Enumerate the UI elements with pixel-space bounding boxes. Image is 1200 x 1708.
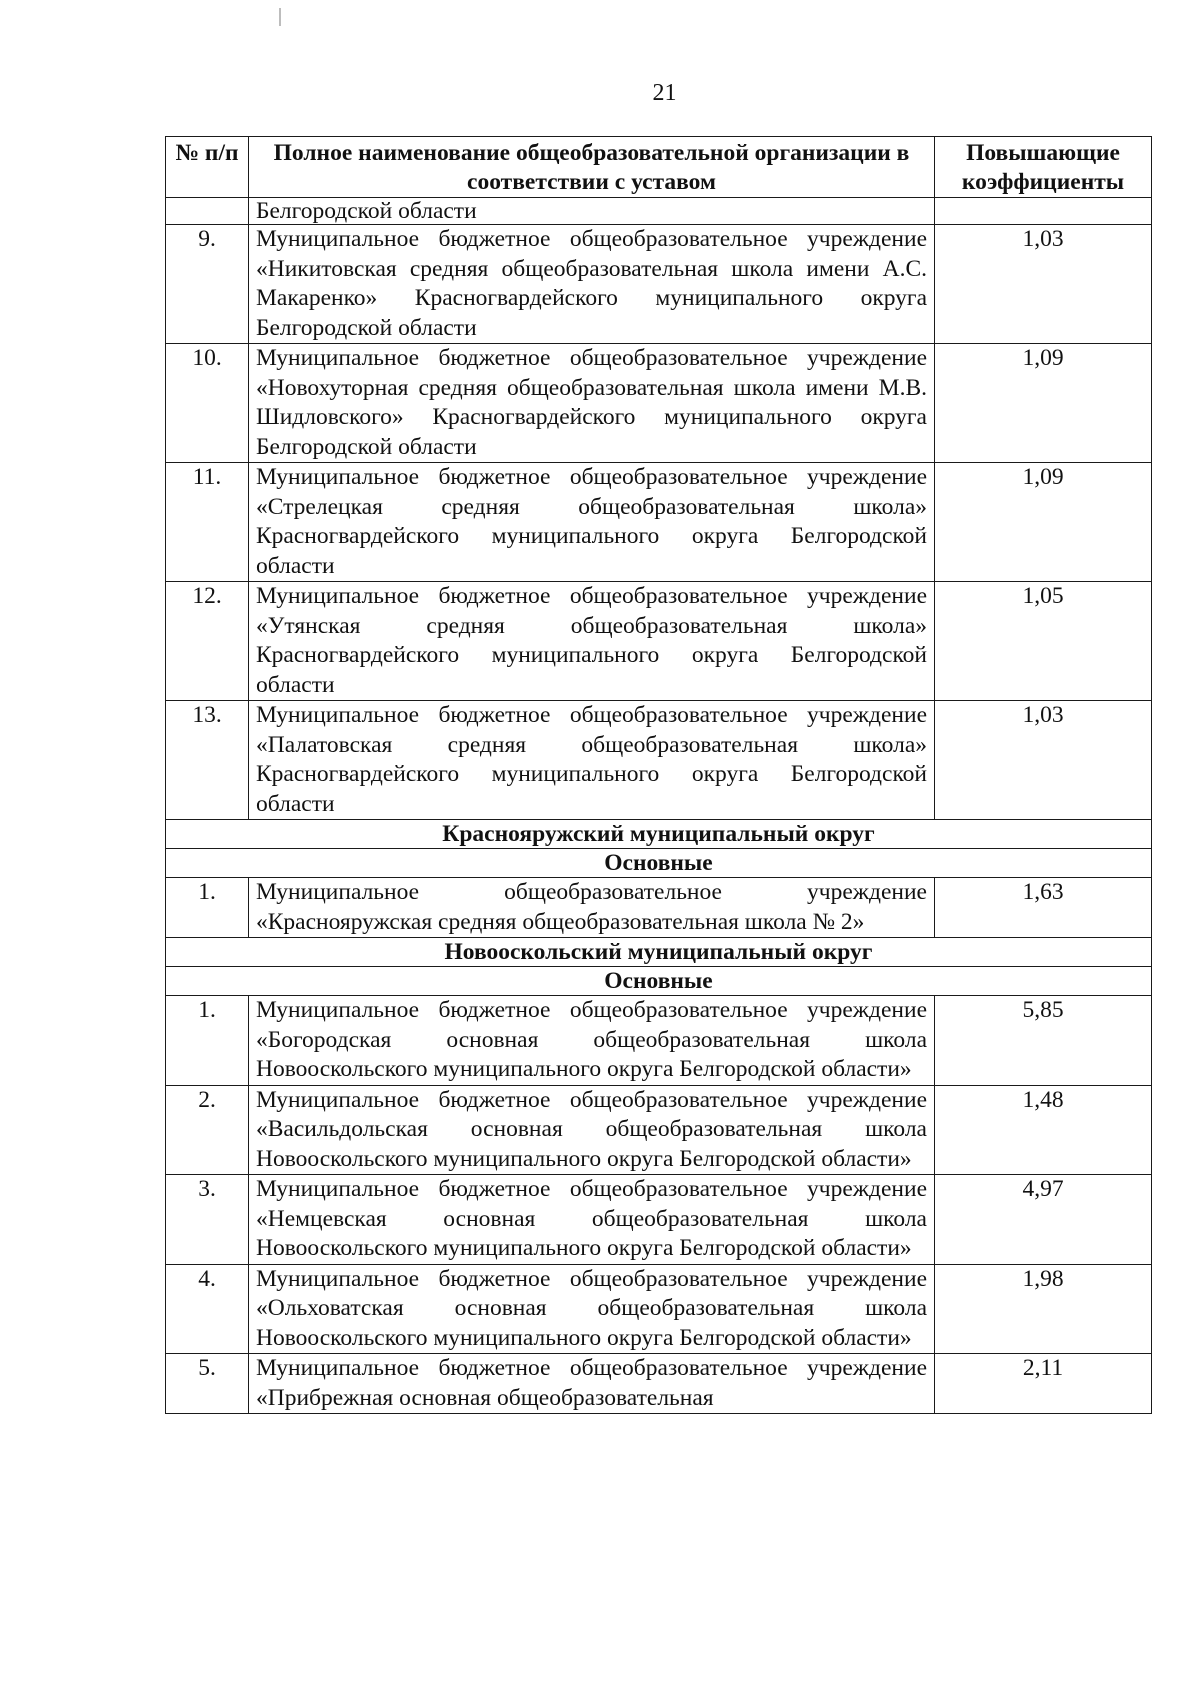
row-number: 9. bbox=[166, 225, 249, 344]
coefficient-value: 5,85 bbox=[935, 996, 1152, 1086]
page-number: 21 bbox=[652, 80, 677, 106]
table-row bbox=[166, 463, 1152, 582]
table-row bbox=[166, 878, 1152, 938]
section-heading: Новооскольский муниципальный округ bbox=[166, 938, 1152, 967]
table-body bbox=[166, 198, 1152, 1414]
coefficient-value: 1,03 bbox=[935, 225, 1152, 344]
table-row bbox=[166, 1264, 1152, 1354]
coefficient-value: 1,05 bbox=[935, 582, 1152, 701]
section-heading: Основные bbox=[166, 849, 1152, 878]
header-name: Полное наименование общеобразовательной организации в соответствии с уставом bbox=[249, 137, 935, 198]
coefficient-value: 1,63 bbox=[935, 878, 1152, 938]
coefficient-value: 1,09 bbox=[935, 463, 1152, 582]
row-number: 10. bbox=[166, 344, 249, 463]
section-row bbox=[166, 938, 1152, 967]
institution-name: Муниципальное общеобразовательное учреждение «Краснояружская средняя общеобразовательная школа № 2» bbox=[249, 878, 935, 938]
institution-name: Муниципальное бюджетное общеобразовательное учреждение «Утянская средняя общеобразовательная школа» Красногвардейского муниципального округа Белгородской области bbox=[249, 582, 935, 701]
coefficient-value: 1,48 bbox=[935, 1085, 1152, 1175]
continuation-num-cell bbox=[166, 198, 249, 225]
institution-name: Муниципальное бюджетное общеобразовательное учреждение «Никитовская средняя общеобразовательная школа имени А.С. Макаренко» Красногвардейского муниципального округа Белгородской области bbox=[249, 225, 935, 344]
institutions-table bbox=[165, 136, 1152, 1414]
row-number: 13. bbox=[166, 701, 249, 820]
coefficient-value: 1,98 bbox=[935, 1264, 1152, 1354]
scan-artifact-mark bbox=[279, 8, 281, 26]
table-row bbox=[166, 225, 1152, 344]
table-row bbox=[166, 1354, 1152, 1414]
continuation-coef-cell bbox=[935, 198, 1152, 225]
row-number: 2. bbox=[166, 1085, 249, 1175]
header-coefficient: Повышающие коэффициенты bbox=[935, 137, 1152, 198]
institution-name: Муниципальное бюджетное общеобразовательное учреждение «Новохуторная средняя общеобразовательная школа имени М.В. Шидловского» Красногвардейского муниципального округа Белгородской области bbox=[249, 344, 935, 463]
row-number: 5. bbox=[166, 1354, 249, 1414]
table-row bbox=[166, 1175, 1152, 1265]
coefficient-value: 2,11 bbox=[935, 1354, 1152, 1414]
continuation-name-cell: Белгородской области bbox=[249, 198, 935, 225]
table-row bbox=[166, 344, 1152, 463]
institution-name: Муниципальное бюджетное общеобразовательное учреждение «Васильдольская основная общеобразовательная школа Новооскольского муниципального округа Белгородской области» bbox=[249, 1085, 935, 1175]
section-row bbox=[166, 967, 1152, 996]
institution-name: Муниципальное бюджетное общеобразовательное учреждение «Богородская основная общеобразовательная школа Новооскольского муниципального округа Белгородской области» bbox=[249, 996, 935, 1086]
row-number: 11. bbox=[166, 463, 249, 582]
institution-name: Муниципальное бюджетное общеобразовательное учреждение «Палатовская средняя общеобразовательная школа» Красногвардейского муниципального округа Белгородской области bbox=[249, 701, 935, 820]
section-heading: Краснояружский муниципальный округ bbox=[166, 820, 1152, 849]
coefficient-value: 4,97 bbox=[935, 1175, 1152, 1265]
header-number: № п/п bbox=[166, 137, 249, 198]
institution-name: Муниципальное бюджетное общеобразовательное учреждение «Немцевская основная общеобразовательная школа Новооскольского муниципального округа Белгородской области» bbox=[249, 1175, 935, 1265]
coefficient-value: 1,09 bbox=[935, 344, 1152, 463]
continuation-row bbox=[166, 198, 1152, 225]
institution-name: Муниципальное бюджетное общеобразовательное учреждение «Ольховатская основная общеобразовательная школа Новооскольского муниципального округа Белгородской области» bbox=[249, 1264, 935, 1354]
row-number: 12. bbox=[166, 582, 249, 701]
table-row bbox=[166, 582, 1152, 701]
section-row bbox=[166, 849, 1152, 878]
institution-name: Муниципальное бюджетное общеобразовательное учреждение «Прибрежная основная общеобразовательная bbox=[249, 1354, 935, 1414]
table-row bbox=[166, 996, 1152, 1086]
row-number: 1. bbox=[166, 996, 249, 1086]
section-heading: Основные bbox=[166, 967, 1152, 996]
section-row bbox=[166, 820, 1152, 849]
institution-name: Муниципальное бюджетное общеобразовательное учреждение «Стрелецкая средняя общеобразовательная школа» Красногвардейского муниципального округа Белгородской области bbox=[249, 463, 935, 582]
table-row bbox=[166, 1085, 1152, 1175]
table-header-row bbox=[166, 137, 1152, 198]
row-number: 4. bbox=[166, 1264, 249, 1354]
table-row bbox=[166, 701, 1152, 820]
row-number: 1. bbox=[166, 878, 249, 938]
row-number: 3. bbox=[166, 1175, 249, 1265]
coefficient-value: 1,03 bbox=[935, 701, 1152, 820]
